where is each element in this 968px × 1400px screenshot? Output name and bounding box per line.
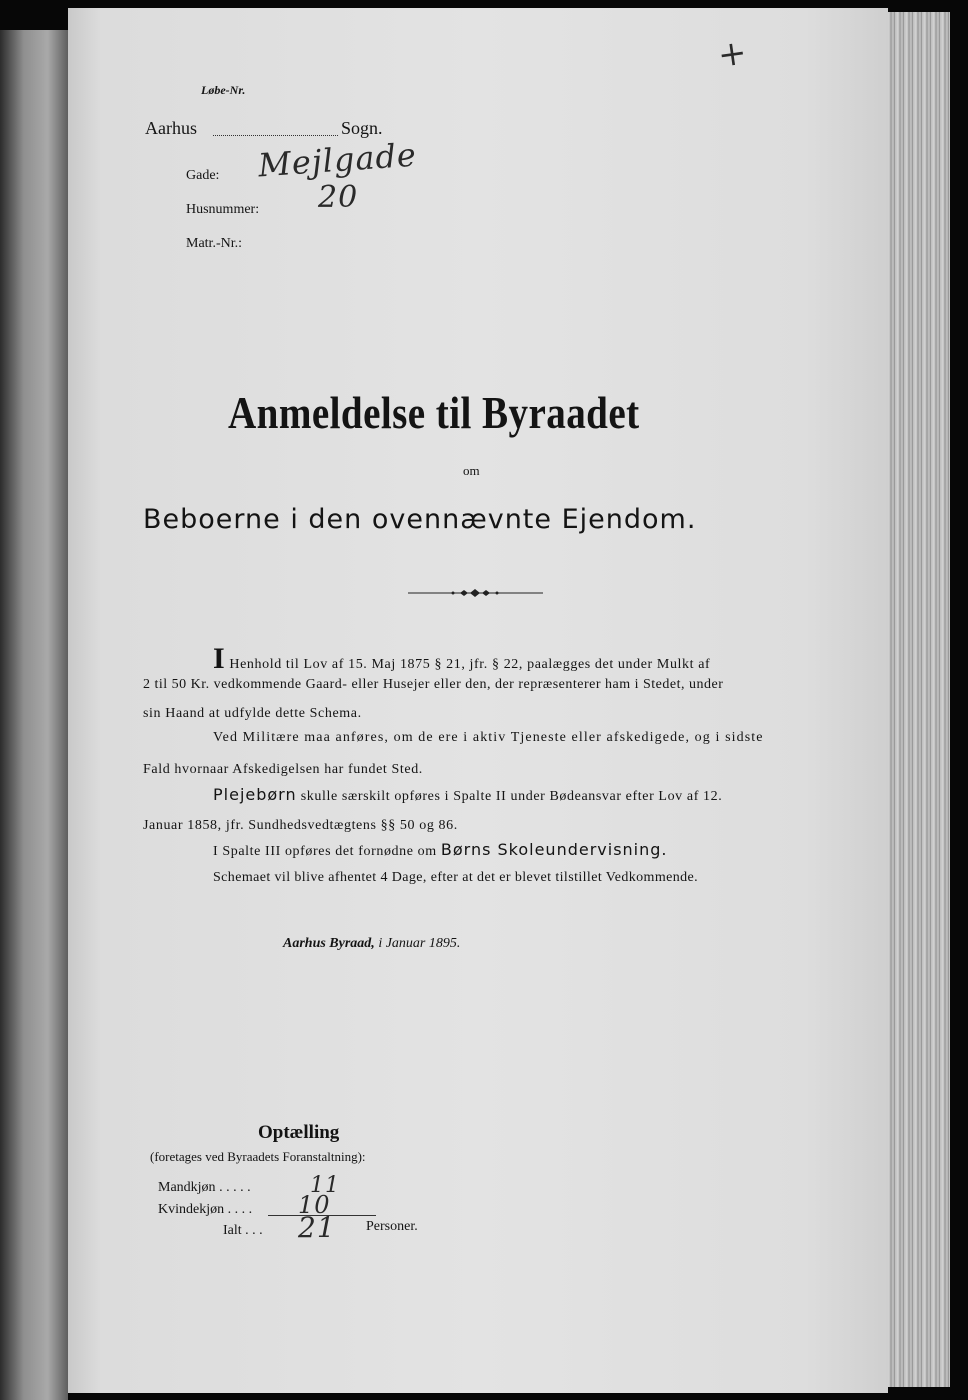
mandkjon-label: Mandkjøn . . . . . <box>158 1180 251 1195</box>
ialt-value: 21 <box>298 1211 336 1244</box>
signature-byraad: Aarhus Byraad, <box>283 936 375 951</box>
main-title: Anmeldelse til Byraadet <box>228 387 640 438</box>
left-page-edge <box>0 30 68 1400</box>
signature-line <box>283 936 460 952</box>
instruction-p3-line1 <box>213 785 722 805</box>
matr-label: Matr.-Nr.: <box>186 236 242 251</box>
optaelling-title: Optælling <box>258 1122 340 1143</box>
instruction-p1-line3: sin Haand at udfylde dette Schema. <box>143 706 362 721</box>
subtitle: Beboerne i den ovennævnte Ejendom. <box>143 504 697 535</box>
instruction-p1-line2: 2 til 50 Kr. vedkommende Gaard- eller Husejer eller den, der repræsenterer ham i Stedet, under <box>143 677 724 692</box>
instruction-initial: I <box>213 642 226 675</box>
corner-mark: + <box>715 32 751 76</box>
instruction-p3-line2: Januar 1858, jfr. Sundhedsvedtægtens §§ 50 og 86. <box>143 818 458 833</box>
instruction-p5: Schemaet vil blive afhentet 4 Dage, efter at det er blevet tilstillet Vedkommende. <box>213 870 699 885</box>
title-om: om <box>463 463 480 478</box>
mandkjon-value: 11 <box>310 1173 340 1198</box>
kvindekjon-label: Kvindekjøn . . . . <box>158 1202 253 1217</box>
signature-date: i Januar 1895. <box>378 936 461 951</box>
instruction-p4-text: I Spalte III opføres det fornødne om <box>213 844 437 859</box>
instruction-p1-line1 <box>213 642 710 676</box>
instruction-p3-line1-text: skulle særskilt opføres i Spalte II under Bødeansvar efter Lov af 12. <box>300 789 723 804</box>
gade-value: Mejlgade <box>256 135 418 185</box>
husnummer-label: Husnummer: <box>186 202 260 217</box>
document-page <box>68 8 888 1393</box>
ialt-label: Ialt . . . <box>223 1223 263 1238</box>
aarhus-label: Aarhus <box>145 118 197 138</box>
personer-label: Personer. <box>366 1219 418 1234</box>
kvindekjon-value: 10 <box>298 1191 331 1219</box>
skoleundervisning-emphasis: Børns Skoleundervisning. <box>440 840 668 859</box>
instruction-p4 <box>213 840 668 860</box>
optaelling-note: (foretages ved Byraadets Foranstaltning): <box>150 1149 366 1164</box>
sogn-label: Sogn. <box>341 118 383 138</box>
ornament-divider <box>408 588 543 598</box>
sogn-dotted-line <box>213 135 338 136</box>
gade-label: Gade: <box>186 168 220 183</box>
plejeborn-emphasis: Plejebørn <box>213 785 297 804</box>
husnummer-value: 20 <box>318 180 359 215</box>
instruction-p1-line1-text: Henhold til Lov af 15. Maj 1875 § 21, jfr. § 22, paalægges det under Mulkt af <box>229 657 711 672</box>
loebe-nr-label: Løbe-Nr. <box>201 83 246 97</box>
instruction-p2-line1: Ved Militære maa anføres, om de ere i aktiv Tjeneste eller afskedigede, og i sidste <box>213 730 764 745</box>
instruction-p2-line2: Fald hvornaar Afskedigelsen har fundet Sted. <box>143 762 423 777</box>
